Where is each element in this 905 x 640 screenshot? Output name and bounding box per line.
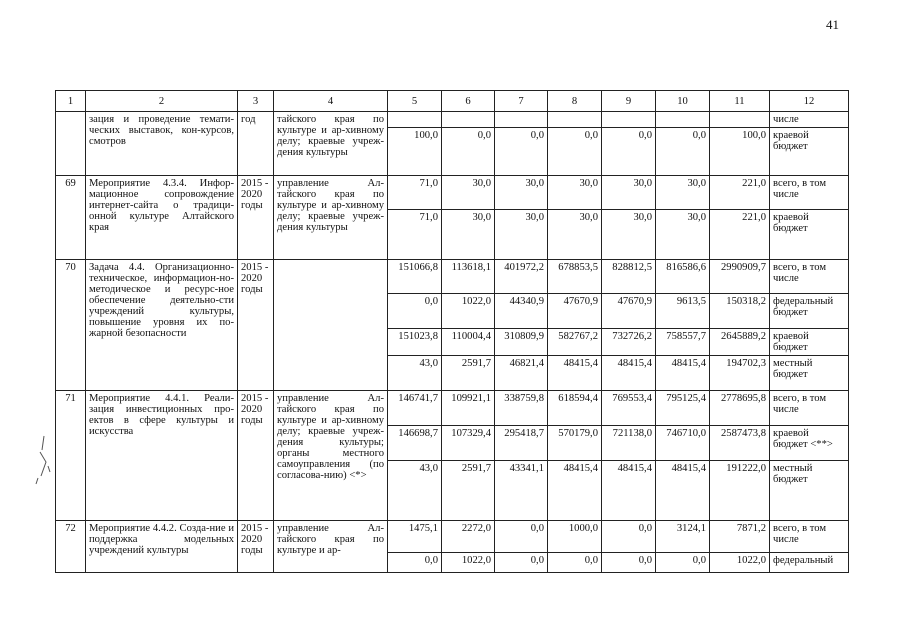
- table-row: [56, 260, 849, 294]
- table-row: [56, 112, 849, 128]
- header-cell: 5: [388, 91, 442, 112]
- row-number-cell: 72: [56, 521, 86, 573]
- value-cell: 48415,4: [656, 461, 710, 521]
- value-cell: 110004,4: [442, 329, 495, 356]
- value-cell: 71,0: [388, 176, 442, 210]
- value-cell: 109921,1: [442, 391, 495, 426]
- value-cell: 7871,2: [710, 521, 770, 553]
- value-cell: 30,0: [548, 176, 602, 210]
- value-cell: 2587473,8: [710, 426, 770, 461]
- value-cell: 1022,0: [442, 553, 495, 573]
- header-cell: 7: [495, 91, 548, 112]
- period-cell: 2015 - 2020 годы: [238, 176, 274, 260]
- value-cell: 0,0: [548, 128, 602, 176]
- value-cell: 758557,7: [656, 329, 710, 356]
- activity-description: Мероприятие 4.4.1. Реали-зация инвестиционных про-ектов в сфере культуры и искусства: [86, 391, 238, 521]
- value-cell: 0,0: [388, 553, 442, 573]
- value-cell: 146741,7: [388, 391, 442, 426]
- header-cell: 2: [86, 91, 238, 112]
- value-cell: 0,0: [602, 128, 656, 176]
- funding-source: всего, в том числе: [770, 260, 849, 294]
- value-cell: 100,0: [388, 128, 442, 176]
- value-cell: 828812,5: [602, 260, 656, 294]
- budget-table: [55, 90, 849, 573]
- value-cell: 43341,1: [495, 461, 548, 521]
- funding-source: местный бюджет: [770, 461, 849, 521]
- value-cell: 3124,1: [656, 521, 710, 553]
- row-number-cell: 69: [56, 176, 86, 260]
- value-cell: 150318,2: [710, 294, 770, 329]
- value-cell: 146698,7: [388, 426, 442, 461]
- value-cell: 2591,7: [442, 461, 495, 521]
- funding-source: числе: [770, 112, 849, 128]
- column-number-header: [56, 91, 849, 112]
- value-cell: 401972,2: [495, 260, 548, 294]
- value-cell: 618594,4: [548, 391, 602, 426]
- funding-source: федеральный бюджет: [770, 294, 849, 329]
- value-cell: 221,0: [710, 176, 770, 210]
- funding-source: краевой бюджет <**>: [770, 426, 849, 461]
- value-cell: 48415,4: [656, 356, 710, 391]
- value-cell: [656, 112, 710, 128]
- period-cell: 2015 - 2020 годы: [238, 521, 274, 573]
- value-cell: [710, 112, 770, 128]
- value-cell: 43,0: [388, 461, 442, 521]
- page-number: 41: [826, 17, 839, 32]
- value-cell: 1022,0: [710, 553, 770, 573]
- value-cell: 678853,5: [548, 260, 602, 294]
- funding-source: краевой бюджет: [770, 128, 849, 176]
- value-cell: 0,0: [548, 553, 602, 573]
- row-number-cell: [56, 112, 86, 176]
- funding-source: краевой бюджет: [770, 329, 849, 356]
- value-cell: 191222,0: [710, 461, 770, 521]
- value-cell: 2645889,2: [710, 329, 770, 356]
- value-cell: 48415,4: [602, 356, 656, 391]
- activity-description: зация и проведение темати-ческих выставок, кон-курсов, смотров: [86, 112, 238, 176]
- activity-description: Задача 4.4. Организационно-техническое, информацион-но-методическое и ресурс-ное обеспечение деятельно-сти учреждений культуры, повышение уровня их по-жарной безопасности: [86, 260, 238, 391]
- row-number-cell: 70: [56, 260, 86, 391]
- value-cell: 46821,4: [495, 356, 548, 391]
- value-cell: 0,0: [602, 521, 656, 553]
- funding-source: всего, в том числе: [770, 521, 849, 553]
- header-cell: 8: [548, 91, 602, 112]
- value-cell: 721138,0: [602, 426, 656, 461]
- value-cell: 151023,8: [388, 329, 442, 356]
- value-cell: [442, 112, 495, 128]
- value-cell: 0,0: [495, 553, 548, 573]
- value-cell: 47670,9: [602, 294, 656, 329]
- value-cell: 570179,0: [548, 426, 602, 461]
- value-cell: 30,0: [656, 176, 710, 210]
- value-cell: 2272,0: [442, 521, 495, 553]
- value-cell: 582767,2: [548, 329, 602, 356]
- table-row: [56, 391, 849, 426]
- executor-cell: управление Ал-тайского края по культуре и ар-хивному делу; краевые учреж-дения культуры: [274, 176, 388, 260]
- value-cell: 338759,8: [495, 391, 548, 426]
- value-cell: 48415,4: [602, 461, 656, 521]
- value-cell: 30,0: [495, 176, 548, 210]
- value-cell: 113618,1: [442, 260, 495, 294]
- margin-pen-mark: [30, 432, 58, 492]
- value-cell: 30,0: [442, 176, 495, 210]
- value-cell: 30,0: [548, 210, 602, 260]
- value-cell: 1000,0: [548, 521, 602, 553]
- value-cell: 30,0: [442, 210, 495, 260]
- header-cell: 4: [274, 91, 388, 112]
- value-cell: 746710,0: [656, 426, 710, 461]
- value-cell: [388, 112, 442, 128]
- period-cell: 2015 - 2020 годы: [238, 391, 274, 521]
- value-cell: 816586,6: [656, 260, 710, 294]
- header-cell: 12: [770, 91, 849, 112]
- value-cell: 44340,9: [495, 294, 548, 329]
- period-cell: год: [238, 112, 274, 176]
- value-cell: 71,0: [388, 210, 442, 260]
- value-cell: 795125,4: [656, 391, 710, 426]
- value-cell: 2990909,7: [710, 260, 770, 294]
- header-cell: 6: [442, 91, 495, 112]
- value-cell: 732726,2: [602, 329, 656, 356]
- value-cell: 30,0: [495, 210, 548, 260]
- value-cell: 30,0: [602, 210, 656, 260]
- executor-cell: [274, 260, 388, 391]
- header-cell: 3: [238, 91, 274, 112]
- value-cell: 48415,4: [548, 356, 602, 391]
- header-cell: 1: [56, 91, 86, 112]
- value-cell: 0,0: [656, 128, 710, 176]
- funding-source: местный бюджет: [770, 356, 849, 391]
- value-cell: 1475,1: [388, 521, 442, 553]
- value-cell: 151066,8: [388, 260, 442, 294]
- executor-cell: управление Ал-тайского края по культуре и ар-хивному делу; краевые учреж-дения культуры; органы местного самоуправления (по согласова-нию) <*>: [274, 391, 388, 521]
- header-cell: 10: [656, 91, 710, 112]
- value-cell: 30,0: [656, 210, 710, 260]
- value-cell: [602, 112, 656, 128]
- value-cell: 9613,5: [656, 294, 710, 329]
- period-cell: 2015 - 2020 годы: [238, 260, 274, 391]
- value-cell: 2591,7: [442, 356, 495, 391]
- row-number-cell: 71: [56, 391, 86, 521]
- value-cell: 100,0: [710, 128, 770, 176]
- header-cell: 11: [710, 91, 770, 112]
- value-cell: 221,0: [710, 210, 770, 260]
- value-cell: 0,0: [442, 128, 495, 176]
- value-cell: 30,0: [602, 176, 656, 210]
- table-row: [56, 176, 849, 210]
- value-cell: 2778695,8: [710, 391, 770, 426]
- table-row: [56, 521, 849, 553]
- activity-description: Мероприятие 4.3.4. Инфор-мационное сопровождение интернет-сайта о традици-онной культуре Алтайского края: [86, 176, 238, 260]
- executor-cell: тайского края по культуре и ар-хивному делу; краевые учреж-дения культуры: [274, 112, 388, 176]
- value-cell: [495, 112, 548, 128]
- value-cell: 769553,4: [602, 391, 656, 426]
- value-cell: 0,0: [602, 553, 656, 573]
- value-cell: 0,0: [656, 553, 710, 573]
- funding-source: федеральный: [770, 553, 849, 573]
- funding-source: краевой бюджет: [770, 210, 849, 260]
- executor-cell: управление Ал-тайского края по культуре и ар-: [274, 521, 388, 573]
- value-cell: [548, 112, 602, 128]
- value-cell: 194702,3: [710, 356, 770, 391]
- value-cell: 0,0: [388, 294, 442, 329]
- value-cell: 0,0: [495, 128, 548, 176]
- value-cell: 0,0: [495, 521, 548, 553]
- value-cell: 295418,7: [495, 426, 548, 461]
- value-cell: 43,0: [388, 356, 442, 391]
- activity-description: Мероприятие 4.4.2. Созда-ние и поддержка модельных учреждений культуры: [86, 521, 238, 573]
- value-cell: 1022,0: [442, 294, 495, 329]
- header-cell: 9: [602, 91, 656, 112]
- value-cell: 47670,9: [548, 294, 602, 329]
- funding-source: всего, в том числе: [770, 391, 849, 426]
- value-cell: 310809,9: [495, 329, 548, 356]
- funding-source: всего, в том числе: [770, 176, 849, 210]
- value-cell: 48415,4: [548, 461, 602, 521]
- value-cell: 107329,4: [442, 426, 495, 461]
